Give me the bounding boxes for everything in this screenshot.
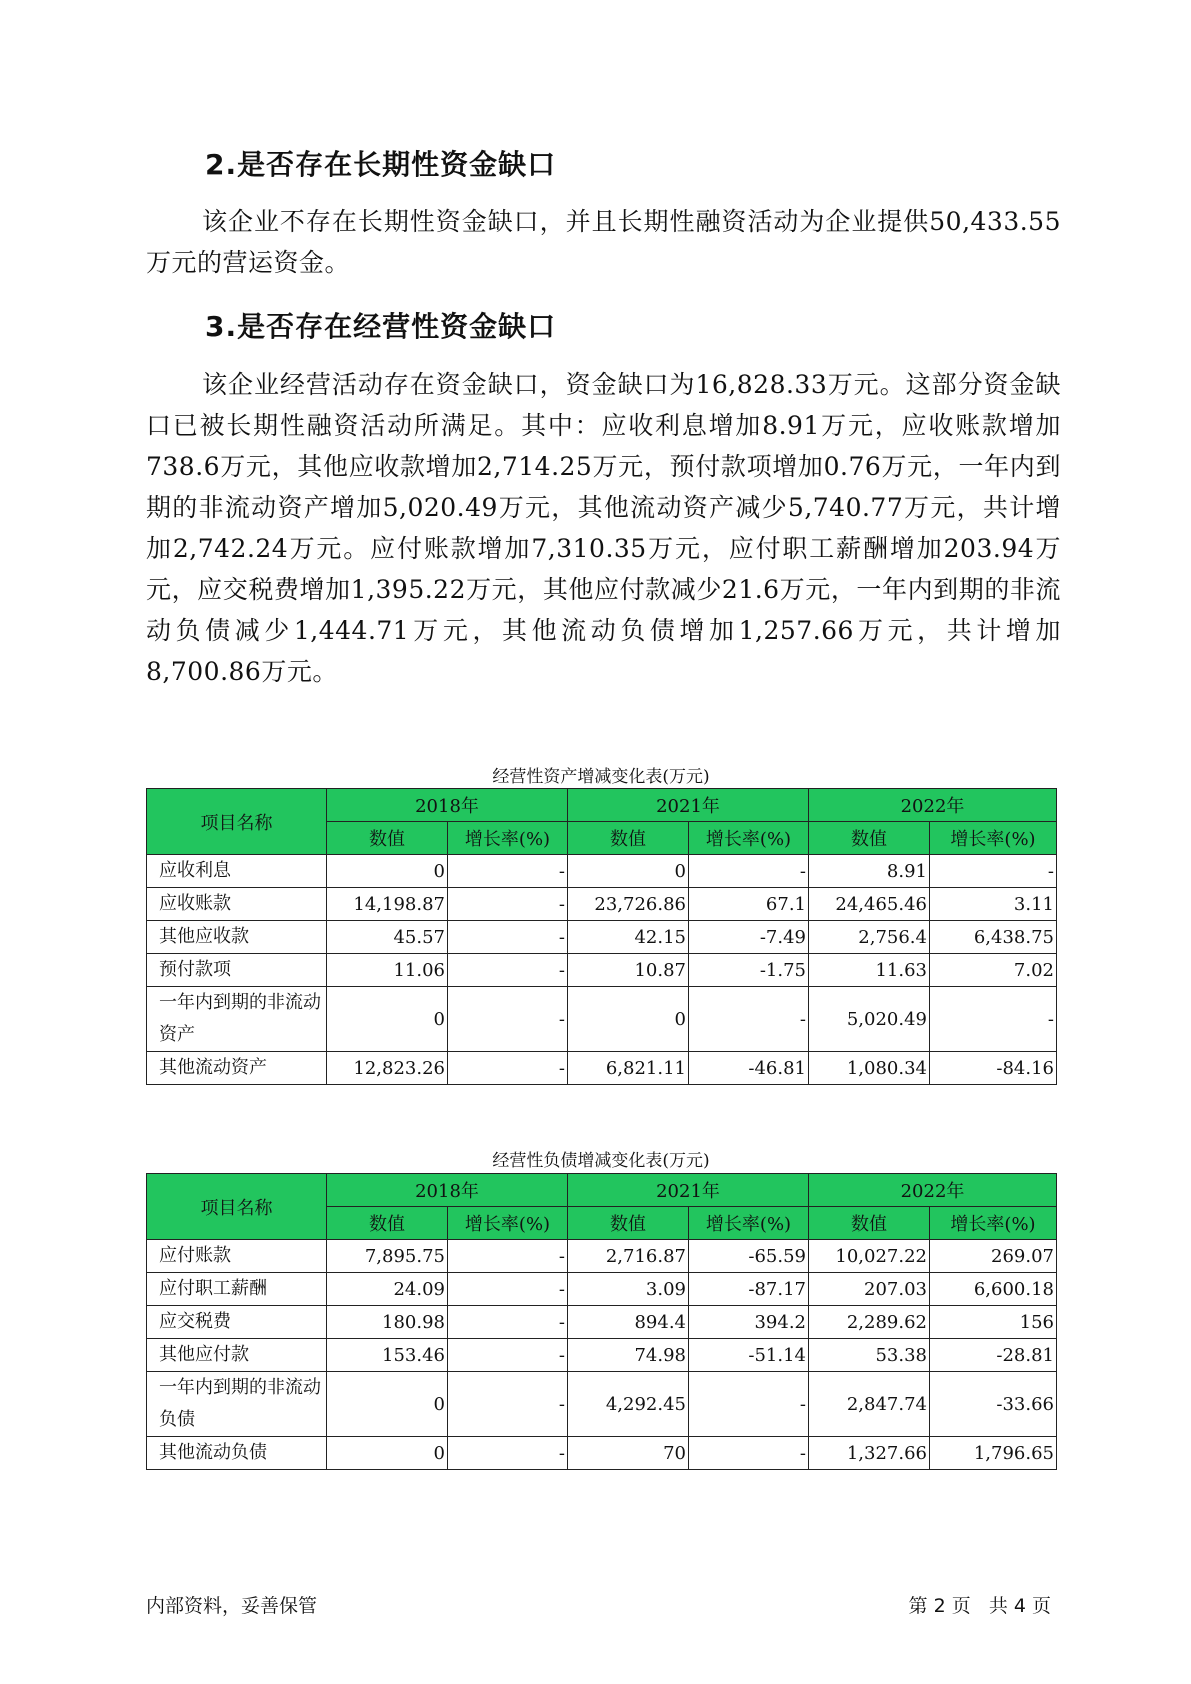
table-cell: 3.11 bbox=[930, 888, 1057, 921]
table-row bbox=[147, 1052, 1057, 1085]
table-row bbox=[147, 1240, 1057, 1273]
table-cell: - bbox=[448, 1052, 568, 1085]
row-label: 其他应收款 bbox=[147, 921, 327, 954]
table-cell: - bbox=[448, 1372, 568, 1437]
table-row bbox=[147, 1372, 1057, 1437]
table-cell: 6,821.11 bbox=[568, 1052, 689, 1085]
table-cell: 2,716.87 bbox=[568, 1240, 689, 1273]
table-cell: - bbox=[689, 1437, 809, 1470]
row-label: 其他流动负债 bbox=[147, 1437, 327, 1470]
table-cell: 74.98 bbox=[568, 1339, 689, 1372]
header-year: 2022年 bbox=[809, 1174, 1057, 1207]
table-cell: -46.81 bbox=[689, 1052, 809, 1085]
table-cell: 0 bbox=[568, 855, 689, 888]
table-cell: - bbox=[448, 1437, 568, 1470]
table-cell: 153.46 bbox=[327, 1339, 448, 1372]
footer-confidential-note: 内部资料，妥善保管 bbox=[146, 1595, 318, 1617]
table-cell: 70 bbox=[568, 1437, 689, 1470]
table-cell: 0 bbox=[327, 855, 448, 888]
table-cell: 10.87 bbox=[568, 954, 689, 987]
assets-table bbox=[146, 788, 1057, 1085]
row-label: 预付款项 bbox=[147, 954, 327, 987]
table-cell: 10,027.22 bbox=[809, 1240, 930, 1273]
table-cell: 11.06 bbox=[327, 954, 448, 987]
row-label: 应付职工薪酬 bbox=[147, 1273, 327, 1306]
table-cell: 1,080.34 bbox=[809, 1052, 930, 1085]
table-cell: 7.02 bbox=[930, 954, 1057, 987]
table-cell: 1,796.65 bbox=[930, 1437, 1057, 1470]
table-row bbox=[147, 855, 1057, 888]
table-cell: -87.17 bbox=[689, 1273, 809, 1306]
table-cell: - bbox=[448, 921, 568, 954]
header-year: 2021年 bbox=[568, 789, 809, 822]
row-label: 应收账款 bbox=[147, 888, 327, 921]
table-cell: 14,198.87 bbox=[327, 888, 448, 921]
table-cell: - bbox=[448, 1240, 568, 1273]
table-cell: 0 bbox=[327, 1372, 448, 1437]
table-row bbox=[147, 1437, 1057, 1470]
table-cell: 394.2 bbox=[689, 1306, 809, 1339]
header-growth-rate: 增长率(%) bbox=[689, 822, 809, 855]
table-cell: 42.15 bbox=[568, 921, 689, 954]
table-cell: 207.03 bbox=[809, 1273, 930, 1306]
table-row bbox=[147, 888, 1057, 921]
table-row bbox=[147, 987, 1057, 1052]
footer-page-number: 第 2 页 共 4 页 bbox=[908, 1595, 1051, 1617]
table-cell: 5,020.49 bbox=[809, 987, 930, 1052]
assets-table-caption: 经营性资产增减变化表(万元) bbox=[492, 767, 710, 787]
table-cell: -65.59 bbox=[689, 1240, 809, 1273]
table-cell: 180.98 bbox=[327, 1306, 448, 1339]
header-year: 2018年 bbox=[327, 1174, 568, 1207]
table-cell: - bbox=[448, 888, 568, 921]
table-cell: - bbox=[689, 855, 809, 888]
header-value: 数值 bbox=[809, 822, 930, 855]
row-label: 一年内到期的非流动资产 bbox=[147, 987, 327, 1052]
table-cell: -33.66 bbox=[930, 1372, 1057, 1437]
row-label: 其他应付款 bbox=[147, 1339, 327, 1372]
table-cell: 2,756.4 bbox=[809, 921, 930, 954]
table-cell: 894.4 bbox=[568, 1306, 689, 1339]
table-cell: 4,292.45 bbox=[568, 1372, 689, 1437]
header-value: 数值 bbox=[568, 822, 689, 855]
row-label: 其他流动资产 bbox=[147, 1052, 327, 1085]
table-cell: 0 bbox=[568, 987, 689, 1052]
table-cell: - bbox=[930, 987, 1057, 1052]
table-cell: -28.81 bbox=[930, 1339, 1057, 1372]
table-cell: 24,465.46 bbox=[809, 888, 930, 921]
header-growth-rate: 增长率(%) bbox=[448, 1207, 568, 1240]
table-cell: 3.09 bbox=[568, 1273, 689, 1306]
section-3-paragraph: 该企业经营活动存在资金缺口，资金缺口为16,828.33万元。这部分资金缺口已被长期性融资活动所满足。其中：应收利息增加8.91万元，应收账款增加738.6万元，其他应收款增加2,714.25万元，预付款项增加0.76万元，一年内到期的非流动资产增加5,020.49万元，其他流动资产减少5,740.77万元，共计增加2,742.24万元。应付账款增加7,310.35万元，应付职工薪酬增加203.94万元，应交税费增加1,395.22万元，其他应付款减少21.6万元，一年内到期的非流动负债减少1,444.71万元，其他流动负债增加1,257.66万元，共计增加8,700.86万元。 bbox=[146, 370, 1061, 686]
row-label: 应收利息 bbox=[147, 855, 327, 888]
header-value: 数值 bbox=[568, 1207, 689, 1240]
table-cell: -1.75 bbox=[689, 954, 809, 987]
header-value: 数值 bbox=[327, 1207, 448, 1240]
table-cell: 67.1 bbox=[689, 888, 809, 921]
table-cell: 6,600.18 bbox=[930, 1273, 1057, 1306]
table-cell: 7,895.75 bbox=[327, 1240, 448, 1273]
table-cell: - bbox=[448, 987, 568, 1052]
header-value: 数值 bbox=[809, 1207, 930, 1240]
table-cell: 0 bbox=[327, 987, 448, 1052]
table-cell: -51.14 bbox=[689, 1339, 809, 1372]
table-cell: 8.91 bbox=[809, 855, 930, 888]
header-item-name: 项目名称 bbox=[147, 1174, 327, 1240]
table-cell: -7.49 bbox=[689, 921, 809, 954]
table-row bbox=[147, 921, 1057, 954]
table-row bbox=[147, 1306, 1057, 1339]
header-value: 数值 bbox=[327, 822, 448, 855]
liabilities-table bbox=[146, 1173, 1057, 1470]
table-cell: 2,289.62 bbox=[809, 1306, 930, 1339]
table-row bbox=[147, 954, 1057, 987]
table-row bbox=[147, 1273, 1057, 1306]
section-2-paragraph: 该企业不存在长期性资金缺口，并且长期性融资活动为企业提供50,433.55万元的营运资金。 bbox=[146, 207, 1061, 277]
header-year: 2018年 bbox=[327, 789, 568, 822]
header-growth-rate: 增长率(%) bbox=[930, 1207, 1057, 1240]
table-cell: 0 bbox=[327, 1437, 448, 1470]
table-cell: - bbox=[448, 1273, 568, 1306]
liabilities-table-caption: 经营性负债增减变化表(万元) bbox=[492, 1151, 710, 1171]
header-growth-rate: 增长率(%) bbox=[930, 822, 1057, 855]
row-label: 应交税费 bbox=[147, 1306, 327, 1339]
table-cell: 11.63 bbox=[809, 954, 930, 987]
row-label: 一年内到期的非流动负债 bbox=[147, 1372, 327, 1437]
table-cell: 269.07 bbox=[930, 1240, 1057, 1273]
section-3-heading: 3.是否存在经营性资金缺口 bbox=[205, 310, 557, 343]
table-cell: 6,438.75 bbox=[930, 921, 1057, 954]
section-2-heading: 2.是否存在长期性资金缺口 bbox=[205, 148, 557, 181]
table-cell: 2,847.74 bbox=[809, 1372, 930, 1437]
row-label: 应付账款 bbox=[147, 1240, 327, 1273]
header-year: 2022年 bbox=[809, 789, 1057, 822]
table-cell: - bbox=[448, 1306, 568, 1339]
table-cell: 24.09 bbox=[327, 1273, 448, 1306]
table-cell: 156 bbox=[930, 1306, 1057, 1339]
header-growth-rate: 增长率(%) bbox=[448, 822, 568, 855]
table-cell: - bbox=[689, 987, 809, 1052]
table-cell: - bbox=[930, 855, 1057, 888]
table-cell: - bbox=[689, 1372, 809, 1437]
table-cell: 1,327.66 bbox=[809, 1437, 930, 1470]
table-cell: - bbox=[448, 855, 568, 888]
header-growth-rate: 增长率(%) bbox=[689, 1207, 809, 1240]
table-cell: -84.16 bbox=[930, 1052, 1057, 1085]
table-cell: 23,726.86 bbox=[568, 888, 689, 921]
table-cell: 12,823.26 bbox=[327, 1052, 448, 1085]
table-cell: 53.38 bbox=[809, 1339, 930, 1372]
table-cell: - bbox=[448, 954, 568, 987]
header-item-name: 项目名称 bbox=[147, 789, 327, 855]
table-row bbox=[147, 1339, 1057, 1372]
table-cell: 45.57 bbox=[327, 921, 448, 954]
table-cell: - bbox=[448, 1339, 568, 1372]
header-year: 2021年 bbox=[568, 1174, 809, 1207]
